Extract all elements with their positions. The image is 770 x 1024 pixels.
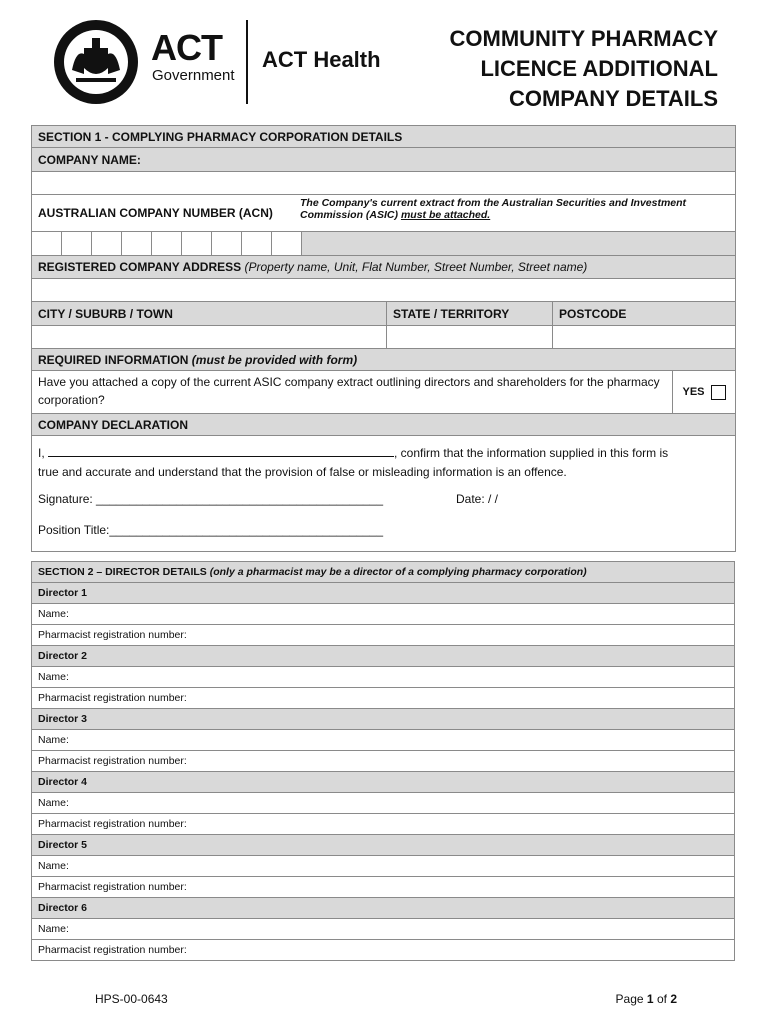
director-name-field[interactable]: Name: [32, 919, 735, 940]
section2-table [31, 561, 735, 961]
state-label: STATE / TERRITORY [387, 302, 553, 326]
signature-field[interactable]: Signature: ___________________________________________ [38, 492, 384, 506]
yes-checkbox[interactable] [711, 385, 726, 400]
asic-question-row [32, 371, 736, 414]
acn-digit-box[interactable] [272, 232, 302, 255]
acn-digit-box[interactable] [212, 232, 242, 255]
director-heading: Director 5 [32, 835, 735, 856]
acn-digit-box[interactable] [152, 232, 182, 255]
government-label: Government [152, 67, 235, 84]
director-heading: Director 2 [32, 646, 735, 667]
declaration-body [32, 436, 736, 552]
act-health-label: ACT Health [262, 47, 381, 72]
act-logotype: ACT [151, 27, 222, 68]
position-title-field[interactable]: Position Title:_________________________________________ [38, 523, 383, 537]
declaration-line-2: true and accurate and understand that the provision of false or misleading information is an offence. [38, 465, 567, 479]
director-name-field[interactable]: Name: [32, 730, 735, 751]
director-heading: Director 6 [32, 898, 735, 919]
director-registration-field[interactable]: Pharmacist registration number: [32, 814, 735, 835]
acn-digit-box[interactable] [182, 232, 212, 255]
director-registration-field[interactable]: Pharmacist registration number: [32, 751, 735, 772]
director-heading: Director 4 [32, 772, 735, 793]
director-registration-field[interactable]: Pharmacist registration number: [32, 688, 735, 709]
acn-digit-box[interactable] [92, 232, 122, 255]
declaration-line-1: I, , confirm that the information supplied in this form is [38, 446, 669, 460]
title-line-3: COMPANY DETAILS [508, 86, 718, 111]
company-name-field[interactable] [32, 172, 736, 195]
yes-option: YES [672, 371, 735, 413]
asic-question: Have you attached a copy of the current ASIC company extract outlining directors and shareholders for the pharmacy corporation? [38, 375, 660, 407]
city-label: CITY / SUBURB / TOWN [32, 302, 387, 326]
section2-heading: SECTION 2 – DIRECTOR DETAILS (only a pharmacist may be a director of a complying pharmacy corporation) [32, 562, 735, 583]
declaration-heading: COMPANY DECLARATION [32, 414, 736, 436]
acn-row [32, 195, 736, 232]
postcode-label: POSTCODE [553, 302, 736, 326]
director-name-field[interactable]: Name: [32, 793, 735, 814]
acn-digit-box[interactable] [32, 232, 62, 255]
date-field[interactable]: Date: / / [456, 492, 499, 506]
director-name-field[interactable]: Name: [32, 667, 735, 688]
acn-filler [302, 232, 735, 255]
company-name-label: COMPANY NAME: [32, 148, 736, 172]
director-registration-field[interactable]: Pharmacist registration number: [32, 877, 735, 898]
director-registration-field[interactable]: Pharmacist registration number: [32, 625, 735, 646]
form-title [450, 24, 718, 114]
section1-heading: SECTION 1 - COMPLYING PHARMACY CORPORATION DETAILS [32, 126, 736, 148]
crest-emblem-icon [64, 30, 128, 94]
acn-digit-box[interactable] [122, 232, 152, 255]
state-field[interactable] [387, 326, 553, 349]
postcode-field[interactable] [553, 326, 736, 349]
director-heading: Director 3 [32, 709, 735, 730]
declarant-name-field[interactable] [48, 444, 394, 457]
acn-digit-box[interactable] [62, 232, 92, 255]
title-line-2: LICENCE ADDITIONAL [480, 56, 718, 81]
form-code: HPS-00-0643 [95, 992, 168, 1006]
required-info-row: REQUIRED INFORMATION (must be provided with form) [32, 349, 736, 371]
city-field[interactable] [32, 326, 387, 349]
header-divider [246, 20, 248, 104]
director-name-field[interactable]: Name: [32, 856, 735, 877]
acn-note: The Company's current extract from the Australian Securities and Investment Commission (ASIC) must be attached. [300, 197, 687, 221]
director-name-field[interactable]: Name: [32, 604, 735, 625]
title-line-1: COMMUNITY PHARMACY [449, 26, 718, 51]
acn-digits-row [32, 232, 736, 256]
acn-label: AUSTRALIAN COMPANY NUMBER (ACN) [38, 206, 273, 220]
director-heading: Director 1 [32, 583, 735, 604]
director-registration-field[interactable]: Pharmacist registration number: [32, 940, 735, 961]
section1-table [31, 125, 736, 552]
address-label-row: REGISTERED COMPANY ADDRESS (Property name, Unit, Flat Number, Street Number, Street name) [32, 256, 736, 279]
page-number: Page 1 of 2 [615, 992, 677, 1006]
signature-row [38, 490, 729, 509]
acn-digit-box[interactable] [242, 232, 272, 255]
address-field[interactable] [32, 279, 736, 302]
